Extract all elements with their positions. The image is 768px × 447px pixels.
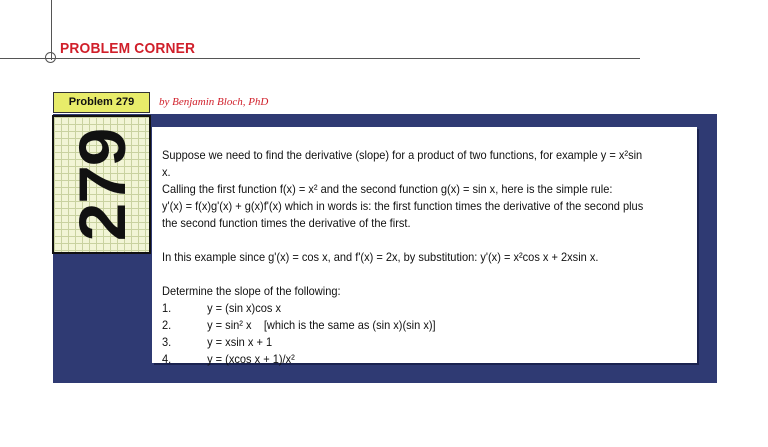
example-line: In this example since g'(x) = cos x, and f'(x) = 2x, by substitution: y'(x) = x²cos x + 2xsin x. — [162, 250, 599, 264]
registration-mark-icon — [45, 52, 56, 63]
problem-tab-label: Problem 279 — [53, 92, 150, 113]
problem-text — [162, 147, 645, 368]
exercise-prompt: Determine the slope of the following: — [162, 284, 341, 298]
problem-number: 279 — [64, 128, 139, 241]
item-text: y = (xcos x + 1)/x² — [207, 352, 295, 366]
section-title: PROBLEM CORNER — [60, 40, 196, 57]
item-text: y = sin² x [which is the same as (sin x)(sin x)] — [207, 318, 436, 332]
problem-number-box — [52, 115, 151, 254]
list-item — [162, 300, 645, 317]
author-byline: by Benjamin Bloch, PhD — [159, 96, 269, 108]
item-number: 4. — [162, 352, 172, 366]
list-item — [162, 334, 645, 351]
item-number: 3. — [162, 335, 172, 349]
list-item — [162, 317, 645, 334]
item-number: 1. — [162, 301, 172, 315]
list-item — [162, 351, 645, 368]
intro-line: y'(x) = f(x)g'(x) + g(x)f'(x) which in words is: the first function times the derivative of the second plus — [162, 199, 644, 213]
item-text: y = (sin x)cos x — [207, 301, 282, 315]
intro-line: Suppose we need to find the derivative (slope) for a product of two functions, for example y = x²sin x. — [162, 148, 643, 179]
crop-mark-vertical — [51, 0, 52, 60]
intro-line: Calling the first function f(x) = x² and the second function g(x) = sin x, here is the simple rule: — [162, 182, 613, 196]
item-text: y = xsin x + 1 — [207, 335, 273, 349]
header-rule — [0, 58, 640, 59]
intro-line: the second function times the derivative of the first. — [162, 216, 411, 230]
item-number: 2. — [162, 318, 172, 332]
